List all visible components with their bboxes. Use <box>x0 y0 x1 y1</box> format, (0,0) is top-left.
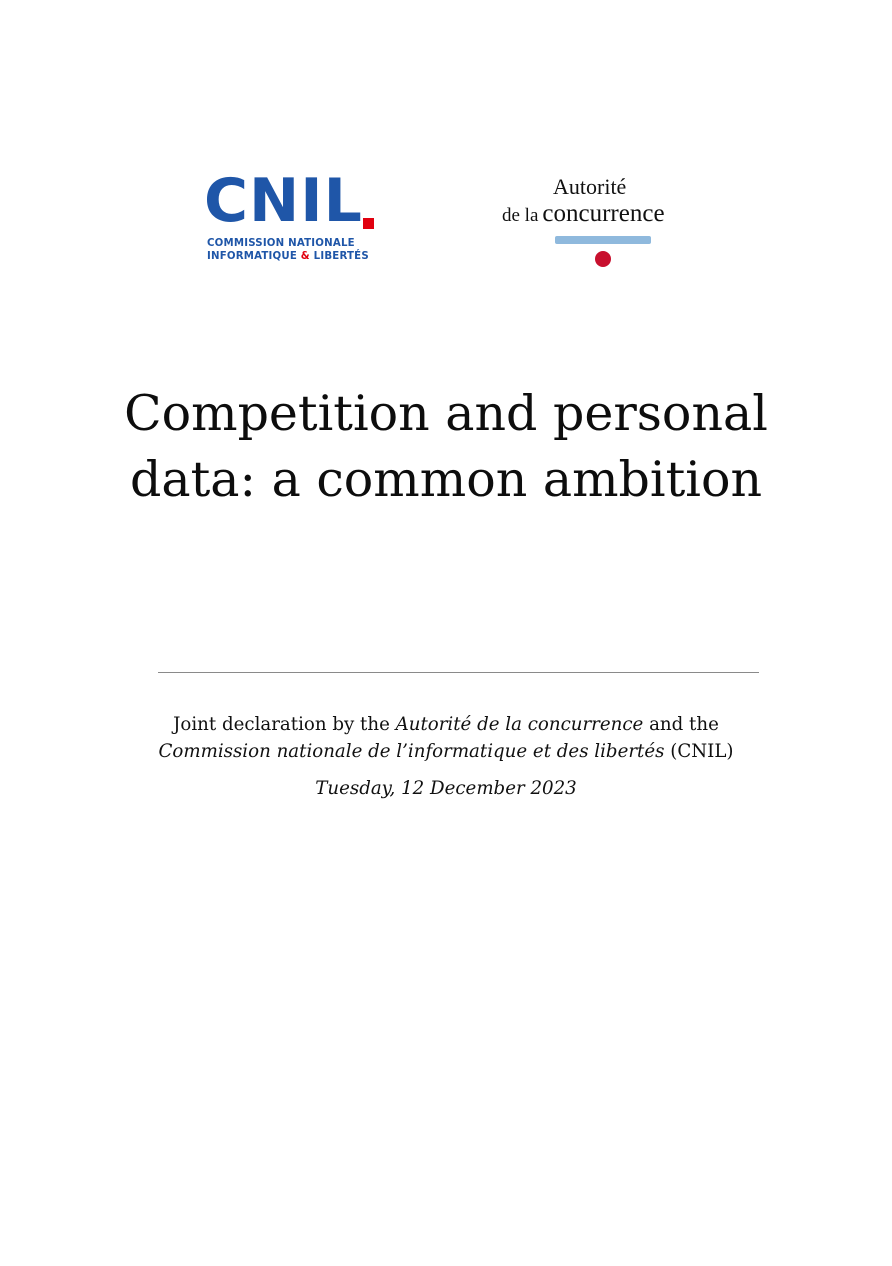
autorite-logo <box>500 170 720 274</box>
autorite-logo-dot <box>595 251 611 267</box>
declaration-line2 <box>0 738 892 765</box>
joint-declaration <box>0 711 892 765</box>
declaration-prefix: Joint declaration by the <box>173 714 396 735</box>
title-line1: Competition and personal <box>124 385 768 442</box>
cnil-red-dot <box>363 218 374 229</box>
autorite-logo-de-la: de la <box>502 205 539 226</box>
autorite-logo-bar <box>555 236 651 244</box>
declaration-date: Tuesday, 12 December 2023 <box>315 778 577 799</box>
declaration-cnil-abbrev: (CNIL) <box>664 741 734 762</box>
cnil-subtitle-line2 <box>207 250 369 263</box>
autorite-logo-line2 <box>502 200 665 231</box>
cnil-wordmark: CNIL <box>204 166 363 236</box>
separator-rule <box>158 672 759 673</box>
autorite-logo-line1: Autorité <box>553 174 627 199</box>
autorite-logo-concurrence: concurrence <box>542 200 665 227</box>
cnil-subtitle-libertes: LIBERTÉS <box>313 251 369 262</box>
cnil-subtitle-line1: COMMISSION NATIONALE <box>207 238 355 249</box>
document-title <box>0 381 892 513</box>
title-line2: data: a common ambition <box>130 451 762 508</box>
cnil-subtitle-informatique: INFORMATIQUE <box>207 251 298 262</box>
declaration-autorite-name: Autorité de la concurrence <box>395 714 644 735</box>
declaration-and-the: and the <box>643 714 719 735</box>
declaration-cnil-name: Commission nationale de l’informatique et des libertés <box>158 741 665 762</box>
declaration-line1 <box>0 711 892 738</box>
cnil-subtitle-ampersand: & <box>300 251 310 262</box>
cnil-logo <box>204 166 379 268</box>
